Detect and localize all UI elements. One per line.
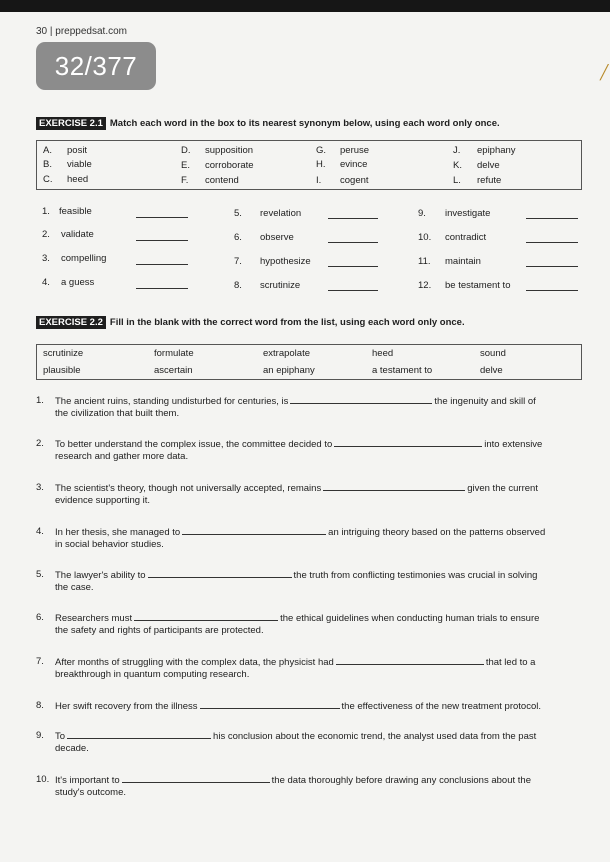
answer-blank[interactable] bbox=[328, 266, 378, 267]
answer-blank[interactable] bbox=[67, 729, 211, 739]
exercise-2-title bbox=[36, 317, 465, 328]
exercise-1-word-box: A. posit D. supposition G. peruse J. epiphany B. viable E. corroborate H. evince K. delve C. heed F. contend I. cogent L. refute bbox=[36, 140, 582, 190]
answer-blank[interactable] bbox=[336, 655, 484, 665]
exercise-1-title bbox=[36, 118, 500, 129]
answer-blank[interactable] bbox=[134, 611, 278, 621]
answer-blank[interactable] bbox=[526, 242, 578, 243]
answer-blank[interactable] bbox=[122, 773, 270, 783]
page-header-ref: 30 | preppedsat.com bbox=[36, 26, 127, 37]
answer-blank[interactable] bbox=[328, 290, 378, 291]
answer-blank[interactable] bbox=[526, 218, 578, 219]
answer-blank[interactable] bbox=[334, 437, 482, 447]
corner-pencil-icon: ╱ bbox=[600, 64, 609, 80]
word-list-item: delve bbox=[480, 365, 503, 376]
word-list-item: formulate bbox=[154, 348, 194, 359]
word-list-item: extrapolate bbox=[263, 348, 311, 359]
word-list-item: ascertain bbox=[154, 365, 193, 376]
exercise-1-label: EXERCISE 2.1 bbox=[36, 117, 106, 130]
word-list-item: heed bbox=[372, 348, 394, 359]
answer-blank[interactable] bbox=[328, 218, 378, 219]
answer-blank[interactable] bbox=[290, 394, 432, 404]
answer-blank[interactable] bbox=[136, 240, 188, 241]
page-counter-badge: 32/377 bbox=[36, 42, 156, 90]
answer-blank[interactable] bbox=[148, 568, 292, 578]
top-bar bbox=[0, 0, 610, 12]
answer-blank[interactable] bbox=[136, 264, 188, 265]
word-list-item: a testament to bbox=[372, 365, 433, 376]
answer-blank[interactable] bbox=[136, 217, 188, 218]
answer-blank[interactable] bbox=[323, 481, 465, 491]
answer-blank[interactable] bbox=[526, 290, 578, 291]
word-list-item: plausible bbox=[43, 365, 81, 376]
answer-blank[interactable] bbox=[182, 525, 326, 535]
exercise-2-word-box bbox=[36, 344, 582, 380]
word-list-item: scrutinize bbox=[43, 348, 84, 359]
exercise-2-instruction: Fill in the blank with the correct word from the list, using each word only once. bbox=[109, 317, 465, 328]
exercise-2-label: EXERCISE 2.2 bbox=[36, 316, 106, 329]
answer-blank[interactable] bbox=[328, 242, 378, 243]
exercise-1-instruction: Match each word in the box to its nearest synonym below, using each word only once. bbox=[109, 118, 500, 129]
answer-blank[interactable] bbox=[136, 288, 188, 289]
answer-blank[interactable] bbox=[200, 699, 340, 709]
word-list-item: sound bbox=[480, 348, 506, 359]
word-list-item: an epiphany bbox=[263, 365, 315, 376]
answer-blank[interactable] bbox=[526, 266, 578, 267]
